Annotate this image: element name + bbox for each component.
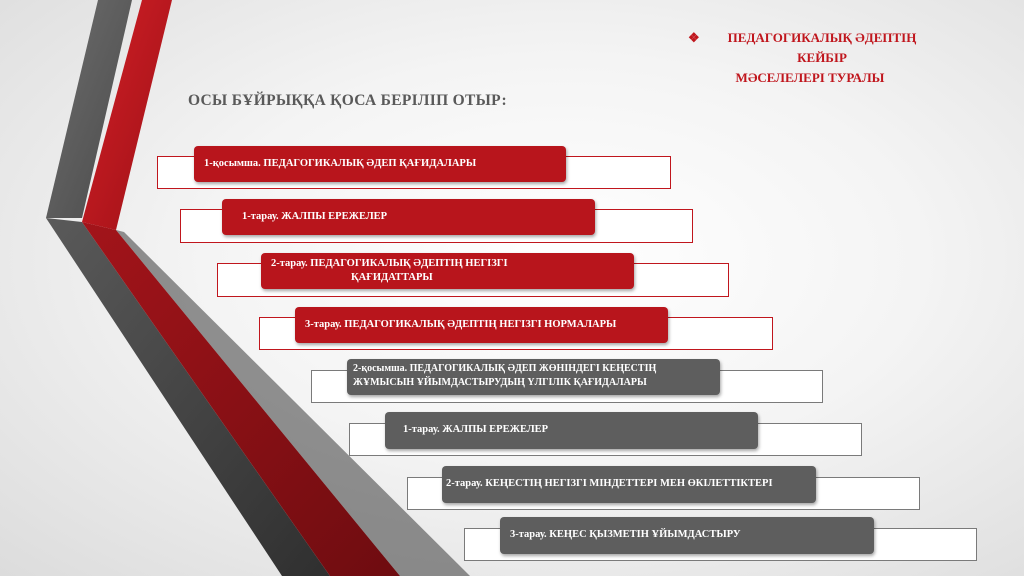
slide-title-line2: МӘСЕЛЕЛЕРІ ТУРАЛЫ	[735, 70, 885, 86]
row-label	[347, 359, 720, 395]
row-label-line2: ҚАҒИДАТТАРЫ	[351, 272, 433, 284]
row-label: 3-тарау. КЕҢЕС ҚЫЗМЕТІН ҰЙЫМДАСТЫРУ	[500, 517, 874, 554]
row-label-line1: 2-қосымша. ПЕДАГОГИКАЛЫҚ ӘДЕП ЖӨНІНДЕГІ КЕҢЕСТІҢ	[353, 363, 657, 374]
slide-title-line1: ПЕДАГОГИКАЛЫҚ ӘДЕПТІҢ КЕЙБІР	[727, 30, 917, 66]
row-label: 1-қосымша. ПЕДАГОГИКАЛЫҚ ӘДЕП ҚАҒИДАЛАРЫ	[194, 146, 566, 182]
slide-title	[690, 28, 930, 88]
row-label: 3-тарау. ПЕДАГОГИКАЛЫҚ ӘДЕПТІҢ НЕГІЗГІ НОРМАЛАРЫ	[295, 307, 668, 343]
row-label-line2: ЖҰМЫСЫН ҰЙЫМДАСТЫРУДЫҢ ҮЛГІЛІК ҚАҒИДАЛАРЫ	[353, 376, 647, 388]
row-label-line1: 2-тарау. ПЕДАГОГИКАЛЫҚ ӘДЕПТІҢ НЕГІЗГІ	[271, 258, 508, 269]
diamond-bullet-icon: ❖	[688, 30, 700, 45]
row-label: 1-тарау. ЖАЛПЫ ЕРЕЖЕЛЕР	[385, 412, 758, 449]
row-label	[261, 253, 634, 289]
subheading: ОСЫ БҰЙРЫҚҚА ҚОСА БЕРІЛІП ОТЫР:	[188, 92, 507, 109]
row-label: 2-тарау. КЕҢЕСТІҢ НЕГІЗГІ МІНДЕТТЕРІ МЕН ӨКІЛЕТТІКТЕРІ	[442, 466, 816, 503]
row-label: 1-тарау. ЖАЛПЫ ЕРЕЖЕЛЕР	[222, 199, 595, 235]
